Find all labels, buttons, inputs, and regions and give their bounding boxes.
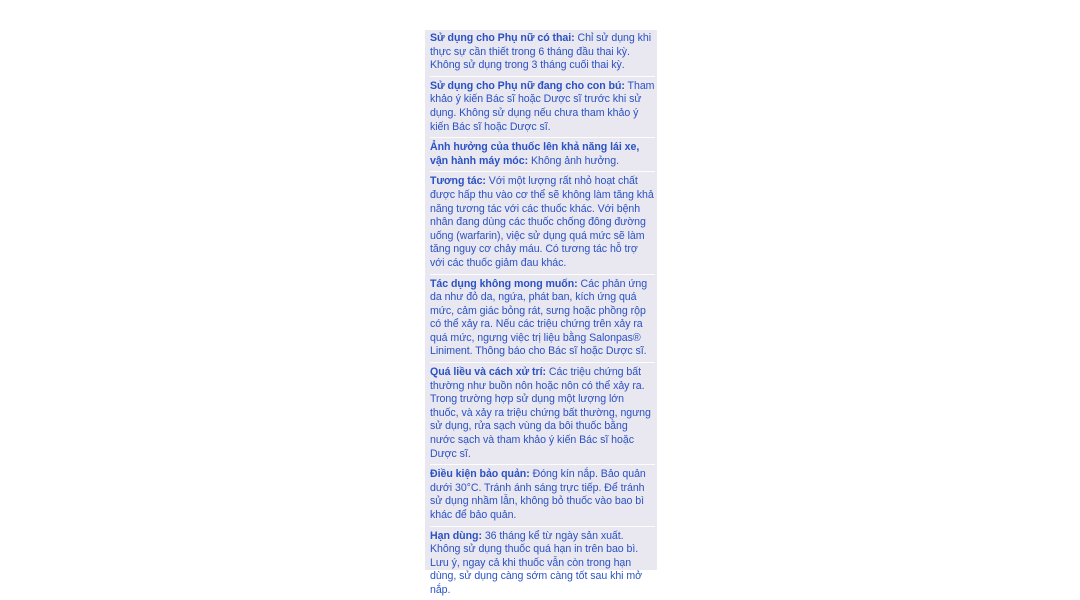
- section-heading: Hạn dùng:: [430, 529, 482, 542]
- section-driving: [430, 141, 655, 168]
- divider: [430, 362, 655, 363]
- section-text: Không ảnh hưởng.: [528, 154, 620, 167]
- divider: [430, 526, 655, 527]
- section-text: Chỉ sử dụng khi thực sự cần thiết trong 6 tháng đầu thai kỳ. Không sử dụng trong 3 tháng cuối thai kỳ.: [430, 32, 652, 72]
- section-storage: [430, 468, 655, 522]
- section-heading: Sử dụng cho Phụ nữ có thai:: [430, 32, 575, 44]
- product-label-panel: [425, 30, 657, 596]
- section-text: Các triệu chứng bất thường như buồn nôn hoặc nôn có thể xảy ra. Trong trường hợp sử dụng một lượng lớn thuốc, và xảy ra triệu chứng bất thường, ngưng sử dụng, rửa sạch vùng da bôi thuốc bằng nước sạch và tham khảo ý kiến Bác sĩ hoặc Dược sĩ.: [430, 366, 651, 460]
- divider: [430, 464, 655, 465]
- section-overdose: [430, 366, 655, 461]
- section-text: Tham khảo ý kiến Bác sĩ hoặc Dược sĩ trước khi sử dụng. Không sử dụng nếu chưa tham khảo ý kiến Bác sĩ hoặc Dược sĩ.: [430, 79, 655, 133]
- divider: [430, 171, 655, 172]
- section-side-effects: [430, 278, 655, 360]
- section-text: Các phản ứng da như đỏ da, ngứa, phát ban, kích ứng quá mức, cảm giác bỏng rát, sưng hoặc phồng rộp có thể xảy ra. Nếu các triệu chứng trên xảy ra quá mức, ngưng việc trị liệu bằng Salonpas® Liniment. Thông báo cho Bác sĩ hoặc Dược sĩ.: [430, 277, 648, 358]
- divider: [430, 137, 655, 138]
- section-heading: Ảnh hưởng của thuốc lên khả năng lái xe, vận hành máy móc:: [430, 141, 640, 167]
- section-heading: Tương tác:: [430, 175, 486, 188]
- section-interactions: [430, 175, 655, 270]
- section-expiry: [430, 530, 655, 598]
- section-heading: Quá liều và cách xử trí:: [430, 366, 546, 379]
- section-heading: Tác dụng không mong muốn:: [430, 277, 578, 290]
- section-text: 36 tháng kể từ ngày sản xuất. Không sử dụng thuốc quá hạn in trên bao bì. Lưu ý, ngay cả khi thuốc vẫn còn trong hạn dùng, sử dụng càng sớm càng tốt sau khi mở nắp.: [430, 529, 643, 596]
- section-heading: Điều kiện bảo quản:: [430, 468, 530, 481]
- section-text: Với một lượng rất nhỏ hoạt chất được hấp thu vào cơ thể sẽ không làm tăng khả năng tương tác với các thuốc khác. Với bệnh nhân đang dùng các thuốc chống đông đường uống (warfarin), việc sử dụng quá mức sẽ làm tăng nguy cơ chảy máu. Có tương tác hỗ trợ với các thuốc giảm đau khác.: [430, 175, 654, 269]
- section-heading: Sử dụng cho Phụ nữ đang cho con bú:: [430, 79, 625, 92]
- section-text: Đóng kín nắp. Bảo quản dưới 30°C. Tránh ánh sáng trực tiếp. Để tránh sử dụng nhầm lẫn, không bỏ thuốc vào bao bì khác để bảo quản.: [430, 468, 646, 521]
- divider: [430, 274, 655, 275]
- divider: [430, 76, 655, 77]
- section-breastfeeding: [430, 80, 655, 134]
- section-pregnancy: [430, 32, 655, 73]
